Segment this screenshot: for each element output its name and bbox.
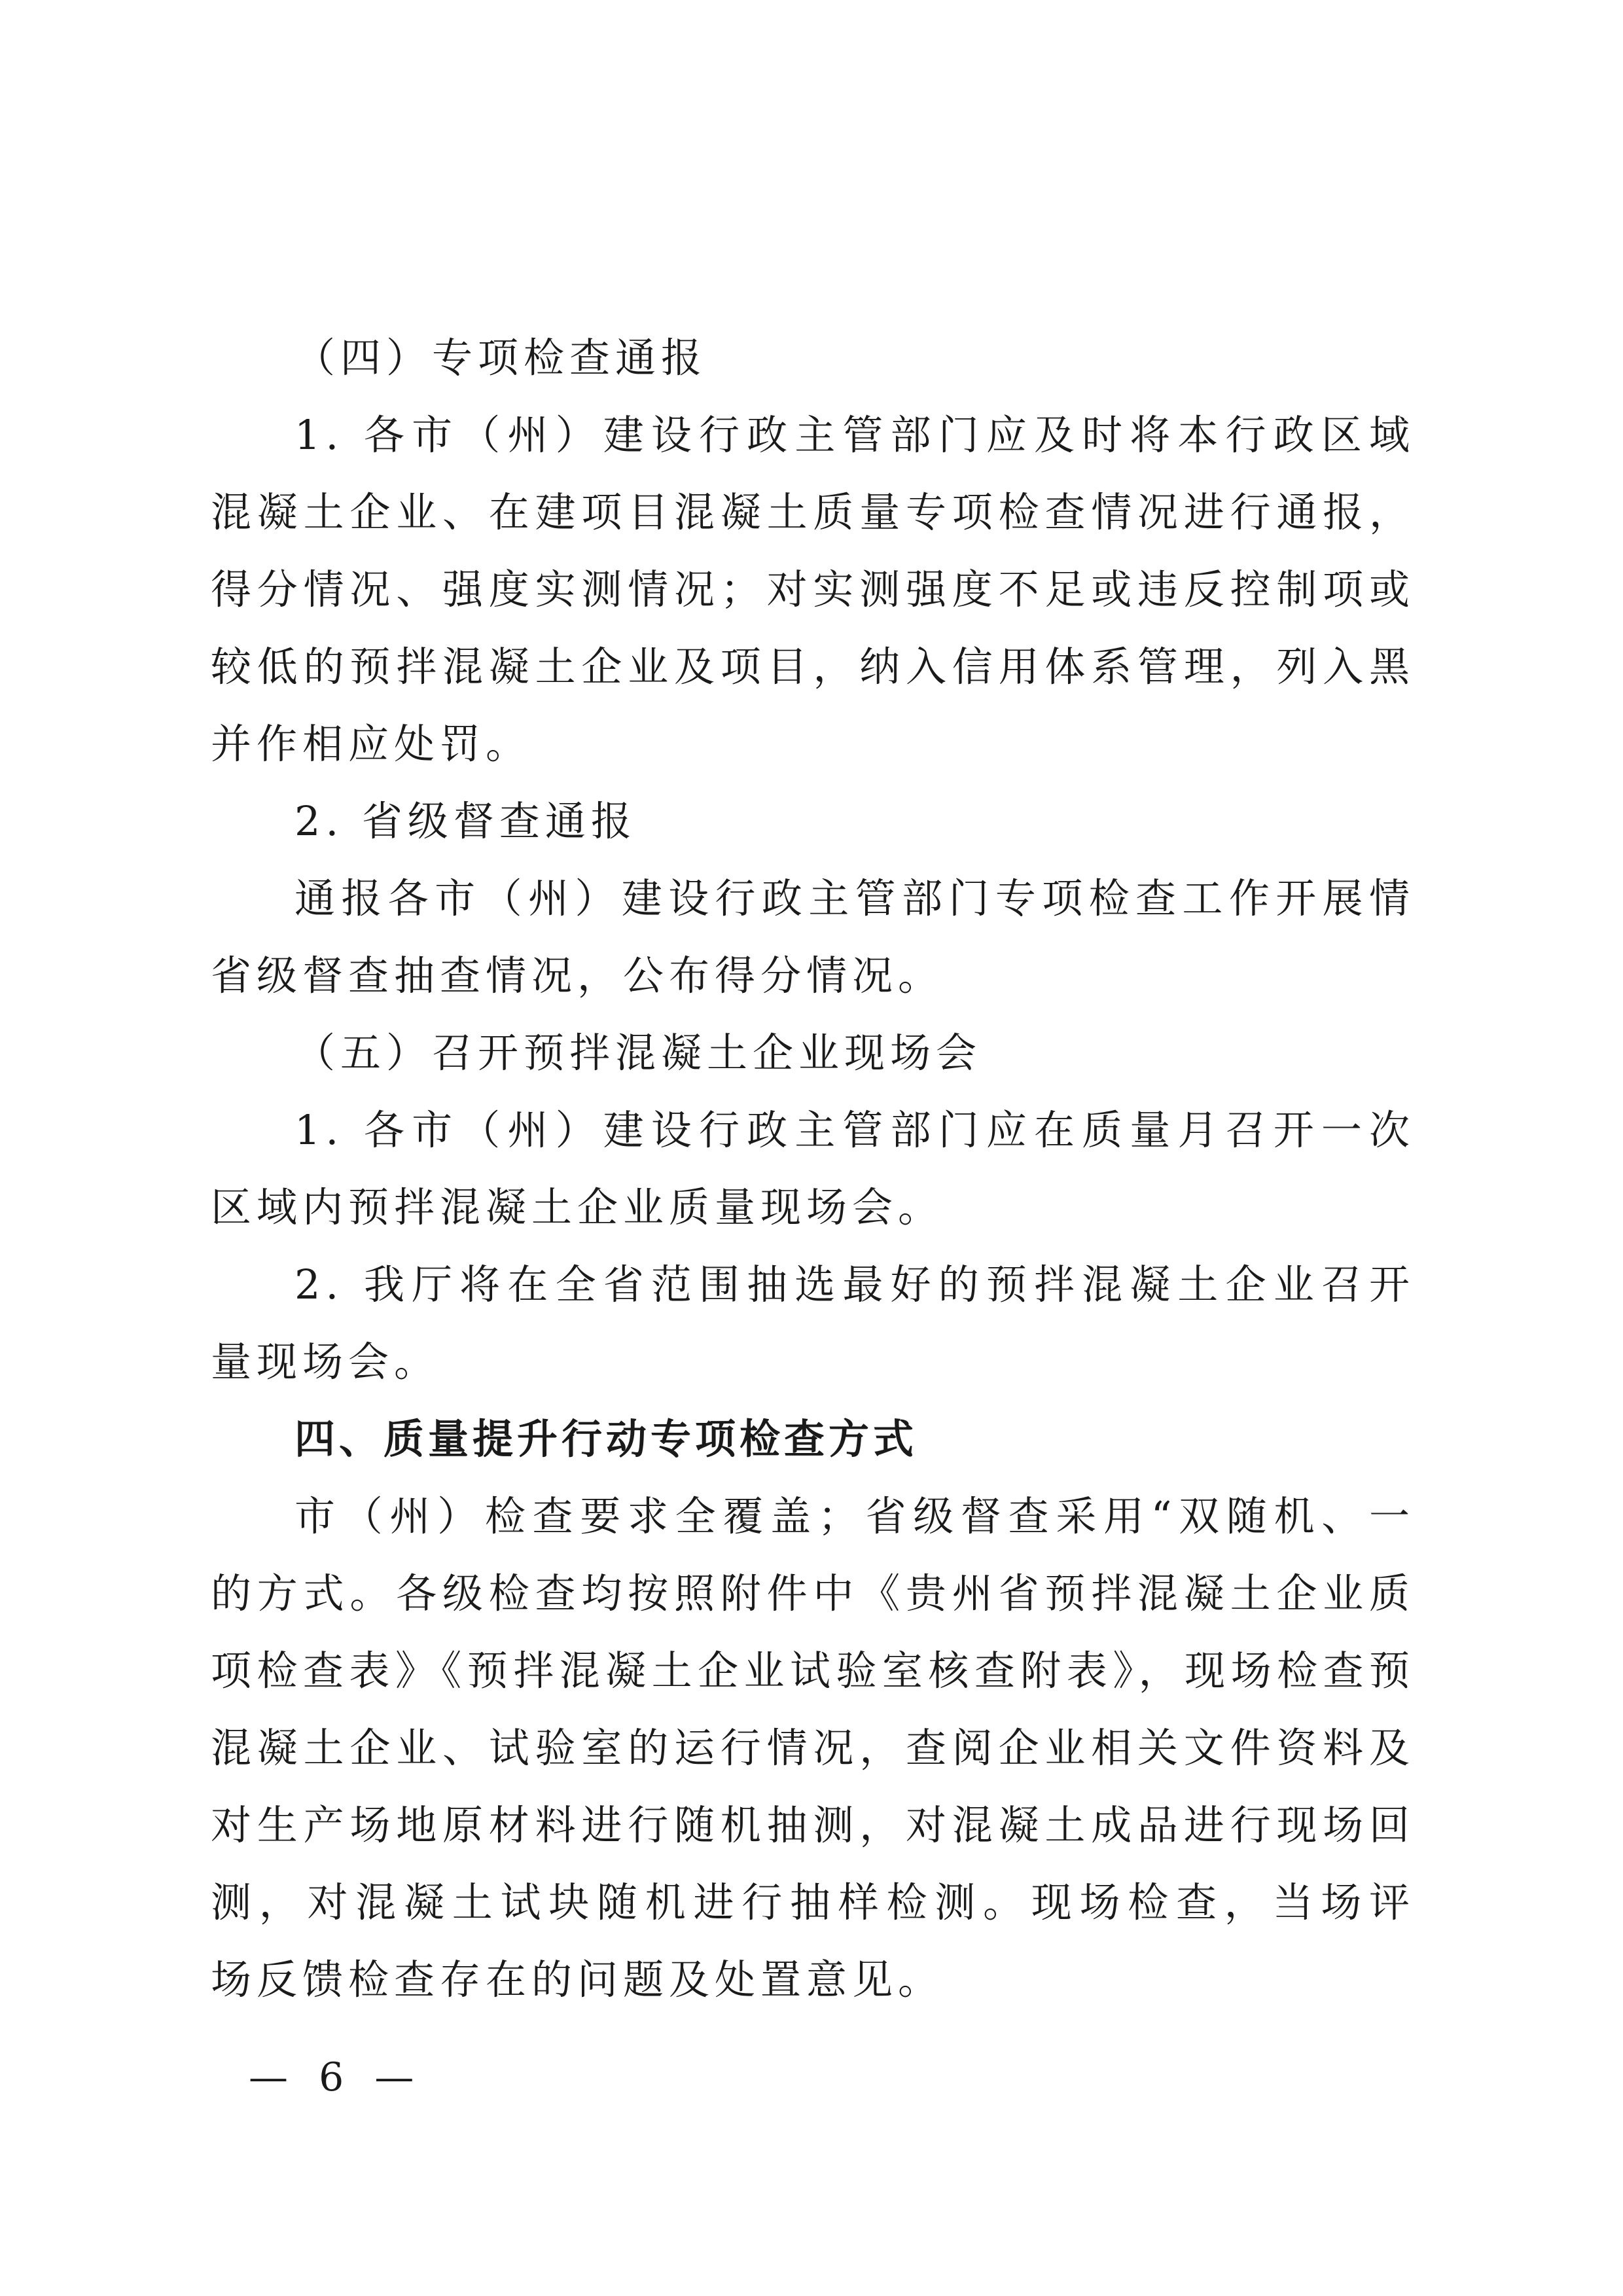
paragraph-line: 1. 各市（州）建设行政主管部门应在质量月召开一次 <box>294 1106 1415 1154</box>
paragraph-line: 的方式。各级检查均按照附件中《贵州省预拌混凝土企业质 <box>211 1570 1415 1617</box>
paragraph-line: 对生产场地原材料进行随机抽测，对混凝土成品进行现场回 <box>211 1801 1415 1849</box>
paragraph-line: 1. 各市（州）建设行政主管部门应及时将本行政区域 <box>294 411 1415 459</box>
paragraph-line: 场反馈检查存在的问题及处置意见。 <box>211 1956 944 2003</box>
paragraph-line: 区域内预拌混凝土企业质量现场会。 <box>211 1183 944 1231</box>
chapter-heading-four: 四、质量提升行动专项检查方式 <box>294 1415 918 1463</box>
paragraph-line: 测，对混凝土试块随机进行抽样检测。现场检查，当场评 <box>211 1878 1415 1926</box>
section-heading-four: （四）专项检查通报 <box>294 334 707 382</box>
paragraph-line: 混凝土企业、试验室的运行情况，查阅企业相关文件资料及 <box>211 1724 1415 1772</box>
paragraph-line: 市（州）检查要求全覆盖；省级督查采用“双随机、一 <box>294 1492 1415 1540</box>
paragraph-line: 得分情况、强度实测情况；对实测强度不足或违反控制项或 <box>211 565 1415 613</box>
paragraph-line: 量现场会。 <box>211 1338 440 1386</box>
paragraph-line: 省级督查抽查情况，公布得分情况。 <box>211 952 944 999</box>
page-number: — 6 — <box>249 2054 423 2100</box>
paragraph-line: 项检查表》《预拌混凝土企业试验室核查附表》，现场检查预 <box>211 1647 1415 1695</box>
paragraph-line: 2. 我厅将在全省范围抽选最好的预拌混凝土企业召开 <box>294 1261 1415 1308</box>
paragraph-line: 通报各市（州）建设行政主管部门专项检查工作开展情 <box>294 874 1415 922</box>
paragraph-line: 较低的预拌混凝土企业及项目，纳入信用体系管理，列入黑 <box>211 643 1415 691</box>
paragraph-line: 并作相应处罚。 <box>211 720 532 768</box>
subheading-line: 2. 省级督查通报 <box>294 797 637 845</box>
paragraph-line: 混凝土企业、在建项目混凝土质量专项检查情况进行通报， <box>211 488 1415 536</box>
section-heading-five: （五）召开预拌混凝土企业现场会 <box>294 1029 982 1077</box>
